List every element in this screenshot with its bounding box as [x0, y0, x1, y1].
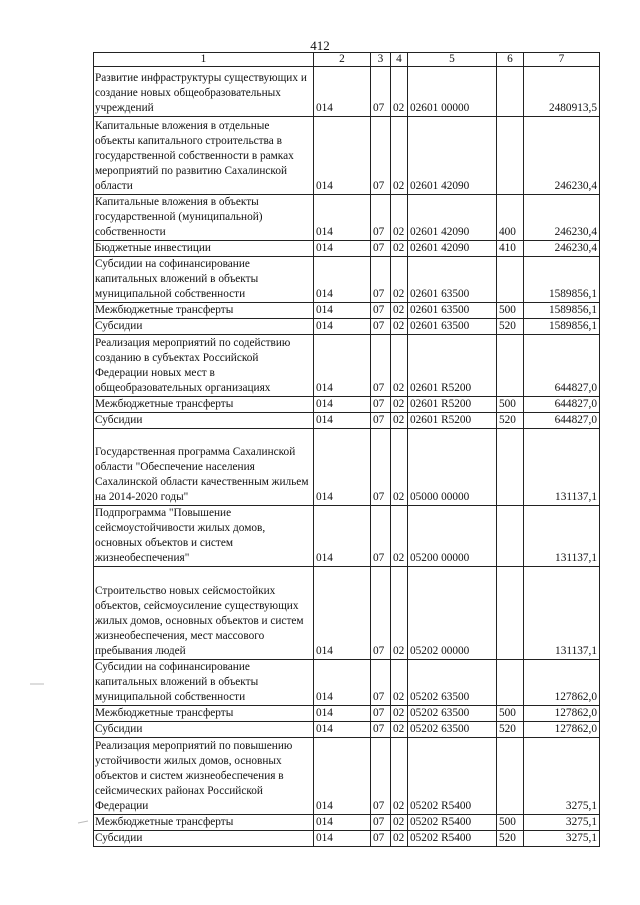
row-admin-code: 014 [314, 319, 371, 335]
row-section: 07 [371, 195, 391, 241]
header-col-4: 4 [391, 53, 408, 67]
row-name: Субсидии [94, 319, 314, 335]
row-amount: 3275,1 [524, 738, 600, 815]
row-expense-type: 520 [497, 722, 524, 738]
row-amount: 644827,0 [524, 397, 600, 413]
row-section: 07 [371, 706, 391, 722]
row-section: 07 [371, 117, 391, 195]
row-expense-type: 520 [497, 413, 524, 429]
row-section: 07 [371, 303, 391, 319]
row-target-article: 05202 R5400 [408, 738, 497, 815]
row-target-article: 02601 R5200 [408, 397, 497, 413]
header-col-7: 7 [524, 53, 600, 67]
row-admin-code: 014 [314, 67, 371, 117]
row-section: 07 [371, 567, 391, 660]
row-section: 07 [371, 241, 391, 257]
row-admin-code: 014 [314, 413, 371, 429]
row-admin-code: 014 [314, 706, 371, 722]
row-subsection: 02 [391, 738, 408, 815]
row-target-article: 02601 42090 [408, 117, 497, 195]
row-section: 07 [371, 831, 391, 847]
row-subsection: 02 [391, 831, 408, 847]
row-amount: 127862,0 [524, 722, 600, 738]
row-target-article: 05202 63500 [408, 660, 497, 706]
row-subsection: 02 [391, 195, 408, 241]
row-section: 07 [371, 738, 391, 815]
row-subsection: 02 [391, 319, 408, 335]
row-admin-code: 014 [314, 815, 371, 831]
row-admin-code: 014 [314, 117, 371, 195]
row-amount: 127862,0 [524, 706, 600, 722]
row-section: 07 [371, 413, 391, 429]
row-subsection: 02 [391, 397, 408, 413]
row-amount: 131137,1 [524, 506, 600, 567]
row-expense-type: 410 [497, 241, 524, 257]
row-amount: 131137,1 [524, 567, 600, 660]
scan-mark [78, 821, 88, 823]
row-expense-type: 500 [497, 303, 524, 319]
row-subsection: 02 [391, 117, 408, 195]
row-target-article: 02601 42090 [408, 241, 497, 257]
row-section: 07 [371, 335, 391, 397]
row-name: Капитальные вложения в объекты государственной (муниципальной) собственности [94, 195, 314, 241]
row-expense-type: 520 [497, 831, 524, 847]
row-name: Субсидии на софинансирование капитальных вложений в объекты муниципальной собственности [94, 257, 314, 303]
row-admin-code: 014 [314, 195, 371, 241]
row-subsection: 02 [391, 257, 408, 303]
row-name: Субсидии [94, 413, 314, 429]
row-amount: 246230,4 [524, 241, 600, 257]
row-target-article: 05000 00000 [408, 429, 497, 506]
row-name: Реализация мероприятий по содействию созданию в субъектах Российской Федерации новых мест в общеобразовательных организациях [94, 335, 314, 397]
row-target-article: 02601 R5200 [408, 335, 497, 397]
row-subsection: 02 [391, 815, 408, 831]
row-admin-code: 014 [314, 397, 371, 413]
row-section: 07 [371, 257, 391, 303]
row-admin-code: 014 [314, 722, 371, 738]
row-section: 07 [371, 506, 391, 567]
row-target-article: 05202 63500 [408, 706, 497, 722]
row-target-article: 02601 R5200 [408, 413, 497, 429]
row-amount: 246230,4 [524, 195, 600, 241]
row-target-article: 02601 42090 [408, 195, 497, 241]
row-subsection: 02 [391, 241, 408, 257]
row-admin-code: 014 [314, 506, 371, 567]
header-col-3: 3 [371, 53, 391, 67]
row-target-article: 05202 R5400 [408, 815, 497, 831]
row-admin-code: 014 [314, 335, 371, 397]
row-subsection: 02 [391, 706, 408, 722]
row-expense-type: 520 [497, 319, 524, 335]
row-amount: 246230,4 [524, 117, 600, 195]
row-admin-code: 014 [314, 831, 371, 847]
row-subsection: 02 [391, 429, 408, 506]
header-col-6: 6 [497, 53, 524, 67]
row-amount: 1589856,1 [524, 303, 600, 319]
row-name: Развитие инфраструктуры существующих и создание новых общеобразовательных учреждений [94, 67, 314, 117]
row-section: 07 [371, 397, 391, 413]
row-section: 07 [371, 722, 391, 738]
row-section: 07 [371, 660, 391, 706]
row-expense-type: 400 [497, 195, 524, 241]
page-number: 412 [310, 38, 330, 53]
row-admin-code: 014 [314, 429, 371, 506]
row-amount: 131137,1 [524, 429, 600, 506]
row-name: Субсидии [94, 831, 314, 847]
row-subsection: 02 [391, 660, 408, 706]
row-subsection: 02 [391, 335, 408, 397]
row-expense-type: 500 [497, 815, 524, 831]
row-target-article: 02601 63500 [408, 319, 497, 335]
row-name: Межбюджетные трансферты [94, 397, 314, 413]
row-amount: 3275,1 [524, 815, 600, 831]
row-subsection: 02 [391, 67, 408, 117]
row-target-article: 05202 63500 [408, 722, 497, 738]
row-subsection: 02 [391, 303, 408, 319]
row-name: Межбюджетные трансферты [94, 706, 314, 722]
row-name: Бюджетные инвестиции [94, 241, 314, 257]
row-target-article: 05202 R5400 [408, 831, 497, 847]
row-section: 07 [371, 815, 391, 831]
row-admin-code: 014 [314, 738, 371, 815]
row-section: 07 [371, 429, 391, 506]
row-section: 07 [371, 67, 391, 117]
row-section: 07 [371, 319, 391, 335]
row-name: Государственная программа Сахалинской области "Обеспечение населения Сахалинской области качественным жильем на 2014-2020 годы" [94, 429, 314, 506]
row-name: Межбюджетные трансферты [94, 815, 314, 831]
row-target-article: 02601 63500 [408, 303, 497, 319]
row-admin-code: 014 [314, 660, 371, 706]
row-subsection: 02 [391, 567, 408, 660]
row-name: Межбюджетные трансферты [94, 303, 314, 319]
row-name: Субсидии [94, 722, 314, 738]
row-amount: 1589856,1 [524, 319, 600, 335]
header-col-1: 1 [94, 53, 314, 67]
row-name: Строительство новых сейсмостойких объектов, сейсмоусиление существующих жилых домов, основных объектов и систем жизнеобеспечения, мест массового пребывания людей [94, 567, 314, 660]
row-target-article: 02601 63500 [408, 257, 497, 303]
row-target-article: 05200 00000 [408, 506, 497, 567]
row-amount: 644827,0 [524, 413, 600, 429]
row-amount: 1589856,1 [524, 257, 600, 303]
row-amount: 644827,0 [524, 335, 600, 397]
row-amount: 3275,1 [524, 831, 600, 847]
row-admin-code: 014 [314, 567, 371, 660]
row-name: Капитальные вложения в отдельные объекты капитального строительства в государственной собственности в рамках мероприятий по развитию Сахалинской области [94, 117, 314, 195]
row-subsection: 02 [391, 413, 408, 429]
row-admin-code: 014 [314, 257, 371, 303]
row-expense-type: 500 [497, 706, 524, 722]
row-name: Подпрограмма "Повышение сейсмоустойчивости жилых домов, основных объектов и систем жизнеобеспечения" [94, 506, 314, 567]
row-admin-code: 014 [314, 303, 371, 319]
row-expense-type: 500 [497, 397, 524, 413]
row-subsection: 02 [391, 722, 408, 738]
row-target-article: 05202 00000 [408, 567, 497, 660]
row-amount: 2480913,5 [524, 67, 600, 117]
row-name: Субсидии на софинансирование капитальных вложений в объекты муниципальной собственности [94, 660, 314, 706]
header-col-2: 2 [314, 53, 371, 67]
row-name: Реализация мероприятий по повышению устойчивости жилых домов, основных объектов и систем жизнеобеспечения в сейсмических районах Российской Федерации [94, 738, 314, 815]
row-target-article: 02601 00000 [408, 67, 497, 117]
header-col-5: 5 [408, 53, 497, 67]
row-admin-code: 014 [314, 241, 371, 257]
row-amount: 127862,0 [524, 660, 600, 706]
row-subsection: 02 [391, 506, 408, 567]
